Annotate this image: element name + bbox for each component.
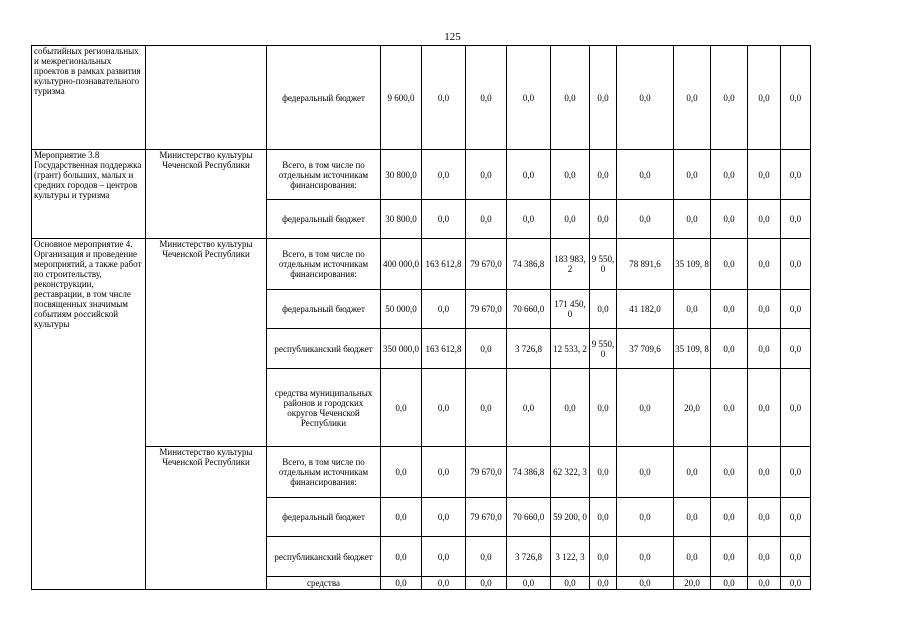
- funding-source-cell: федеральный бюджет: [267, 498, 381, 537]
- amount-cell: 37 709,6: [617, 329, 674, 369]
- amount-cell: 0,0: [590, 537, 617, 577]
- amount-cell: 0,0: [466, 537, 507, 577]
- amount-cell: 0,0: [551, 577, 590, 590]
- amount-cell: 0,0: [711, 447, 748, 498]
- amount-cell: 0,0: [590, 498, 617, 537]
- amount-cell: 0,0: [590, 46, 617, 150]
- amount-cell: 3 726,8: [507, 329, 551, 369]
- amount-cell: 0,0: [781, 447, 811, 498]
- table-row: [32, 447, 811, 498]
- amount-cell: 0,0: [422, 369, 466, 447]
- amount-cell: 20,0: [674, 369, 711, 447]
- amount-cell: 30 800,0: [381, 150, 422, 200]
- amount-cell: 0,0: [590, 369, 617, 447]
- amount-cell: 171 450, 0: [551, 290, 590, 329]
- amount-cell: 74 386,8: [507, 447, 551, 498]
- amount-cell: 0,0: [617, 447, 674, 498]
- amount-cell: 0,0: [674, 200, 711, 239]
- funding-source-cell: средства муниципальных районов и городских округов Чеченской Республики: [267, 369, 381, 447]
- amount-cell: 0,0: [422, 498, 466, 537]
- table-row: [32, 150, 811, 200]
- amount-cell: 0,0: [674, 537, 711, 577]
- amount-cell: 0,0: [711, 150, 748, 200]
- amount-cell: 0,0: [617, 577, 674, 590]
- amount-cell: 70 660,0: [507, 290, 551, 329]
- amount-cell: 0,0: [781, 537, 811, 577]
- amount-cell: 0,0: [674, 447, 711, 498]
- amount-cell: 0,0: [674, 498, 711, 537]
- amount-cell: 0,0: [381, 537, 422, 577]
- amount-cell: 79 670,0: [466, 447, 507, 498]
- amount-cell: 0,0: [590, 447, 617, 498]
- amount-cell: 0,0: [711, 537, 748, 577]
- amount-cell: 0,0: [507, 150, 551, 200]
- amount-cell: 0,0: [674, 290, 711, 329]
- amount-cell: 3 726,8: [507, 537, 551, 577]
- amount-cell: 0,0: [551, 369, 590, 447]
- amount-cell: 9 600,0: [381, 46, 422, 150]
- amount-cell: 79 670,0: [466, 498, 507, 537]
- amount-cell: 0,0: [590, 150, 617, 200]
- amount-cell: 20,0: [674, 577, 711, 590]
- funding-source-cell: республиканский бюджет: [267, 329, 381, 369]
- amount-cell: 0,0: [617, 46, 674, 150]
- amount-cell: 0,0: [617, 369, 674, 447]
- amount-cell: 0,0: [781, 46, 811, 150]
- amount-cell: 0,0: [590, 290, 617, 329]
- amount-cell: 0,0: [748, 537, 781, 577]
- amount-cell: 0,0: [711, 329, 748, 369]
- amount-cell: 35 109, 8: [674, 239, 711, 290]
- amount-cell: 0,0: [781, 290, 811, 329]
- amount-cell: 0,0: [711, 290, 748, 329]
- amount-cell: 50 000,0: [381, 290, 422, 329]
- amount-cell: 41 182,0: [617, 290, 674, 329]
- amount-cell: 0,0: [781, 329, 811, 369]
- amount-cell: 0,0: [711, 369, 748, 447]
- amount-cell: 0,0: [748, 498, 781, 537]
- amount-cell: 0,0: [617, 537, 674, 577]
- amount-cell: 0,0: [617, 150, 674, 200]
- page-number: 125: [444, 31, 461, 43]
- amount-cell: 0,0: [781, 498, 811, 537]
- amount-cell: 0,0: [422, 150, 466, 200]
- amount-cell: 0,0: [748, 46, 781, 150]
- amount-cell: 74 386,8: [507, 239, 551, 290]
- amount-cell: 183 983, 2: [551, 239, 590, 290]
- amount-cell: 0,0: [711, 239, 748, 290]
- amount-cell: 0,0: [422, 290, 466, 329]
- amount-cell: 0,0: [551, 150, 590, 200]
- event-name-cell: Мероприятие 3.8 Государственная поддержка (грант) больших, малых и средних городов – центров культуры и туризма: [32, 150, 146, 239]
- amount-cell: 0,0: [748, 329, 781, 369]
- amount-cell: 0,0: [748, 577, 781, 590]
- funding-source-cell: федеральный бюджет: [267, 200, 381, 239]
- amount-cell: 0,0: [781, 239, 811, 290]
- amount-cell: 0,0: [507, 577, 551, 590]
- amount-cell: 79 670,0: [466, 239, 507, 290]
- amount-cell: 0,0: [381, 577, 422, 590]
- amount-cell: 0,0: [781, 369, 811, 447]
- responsible-executor-cell: Министерство культуры Чеченской Республики: [146, 150, 267, 239]
- responsible-executor-cell: Министерство культуры Чеченской Республики: [146, 239, 267, 447]
- amount-cell: 0,0: [748, 150, 781, 200]
- amount-cell: 0,0: [422, 46, 466, 150]
- amount-cell: 0,0: [674, 46, 711, 150]
- amount-cell: 0,0: [466, 150, 507, 200]
- amount-cell: 0,0: [422, 577, 466, 590]
- amount-cell: 0,0: [422, 200, 466, 239]
- amount-cell: 0,0: [422, 537, 466, 577]
- amount-cell: 0,0: [507, 369, 551, 447]
- amount-cell: 0,0: [781, 150, 811, 200]
- table-row: [32, 239, 811, 290]
- amount-cell: 12 533, 2: [551, 329, 590, 369]
- amount-cell: 0,0: [711, 200, 748, 239]
- amount-cell: 0,0: [748, 369, 781, 447]
- event-name-cell: событийных региональных и межрегиональных проектов в рамках развития культурно-познавательного туризма: [32, 46, 146, 150]
- table-row: [32, 46, 811, 150]
- amount-cell: 0,0: [748, 239, 781, 290]
- responsible-executor-cell: Министерство культуры Чеченской Республики: [146, 447, 267, 590]
- funding-source-cell: Всего, в том числе по отдельным источникам финансирования:: [267, 447, 381, 498]
- amount-cell: 0,0: [466, 369, 507, 447]
- amount-cell: 0,0: [507, 46, 551, 150]
- amount-cell: 30 800,0: [381, 200, 422, 239]
- funding-source-cell: средства: [267, 577, 381, 590]
- amount-cell: 0,0: [711, 498, 748, 537]
- responsible-executor-cell: [146, 46, 267, 150]
- amount-cell: 0,0: [381, 369, 422, 447]
- amount-cell: 0,0: [781, 577, 811, 590]
- amount-cell: 0,0: [422, 447, 466, 498]
- amount-cell: 0,0: [781, 200, 811, 239]
- amount-cell: 78 891,6: [617, 239, 674, 290]
- amount-cell: 0,0: [381, 498, 422, 537]
- amount-cell: 0,0: [711, 46, 748, 150]
- amount-cell: 9 550, 0: [590, 239, 617, 290]
- funding-source-cell: Всего, в том числе по отдельным источникам финансирования:: [267, 150, 381, 200]
- amount-cell: 0,0: [466, 46, 507, 150]
- budget-table: [31, 45, 811, 590]
- amount-cell: 163 612,8: [422, 239, 466, 290]
- funding-source-cell: Всего, в том числе по отдельным источникам финансирования:: [267, 239, 381, 290]
- amount-cell: 0,0: [617, 498, 674, 537]
- amount-cell: 0,0: [466, 200, 507, 239]
- amount-cell: 0,0: [507, 200, 551, 239]
- amount-cell: 79 670,0: [466, 290, 507, 329]
- amount-cell: 62 322, 3: [551, 447, 590, 498]
- amount-cell: 3 122, 3: [551, 537, 590, 577]
- funding-source-cell: республиканский бюджет: [267, 537, 381, 577]
- amount-cell: 400 000,0: [381, 239, 422, 290]
- amount-cell: 0,0: [466, 577, 507, 590]
- amount-cell: 0,0: [466, 329, 507, 369]
- amount-cell: 0,0: [551, 200, 590, 239]
- amount-cell: 0,0: [748, 290, 781, 329]
- amount-cell: 0,0: [381, 447, 422, 498]
- amount-cell: 0,0: [674, 150, 711, 200]
- funding-source-cell: федеральный бюджет: [267, 46, 381, 150]
- amount-cell: 59 200, 0: [551, 498, 590, 537]
- amount-cell: 9 550, 0: [590, 329, 617, 369]
- amount-cell: 35 109, 8: [674, 329, 711, 369]
- amount-cell: 70 660,0: [507, 498, 551, 537]
- amount-cell: 163 612,8: [422, 329, 466, 369]
- amount-cell: 350 000,0: [381, 329, 422, 369]
- amount-cell: 0,0: [748, 447, 781, 498]
- funding-source-cell: федеральный бюджет: [267, 290, 381, 329]
- amount-cell: 0,0: [617, 200, 674, 239]
- amount-cell: 0,0: [590, 577, 617, 590]
- amount-cell: 0,0: [748, 200, 781, 239]
- amount-cell: 0,0: [590, 200, 617, 239]
- amount-cell: 0,0: [551, 46, 590, 150]
- amount-cell: 0,0: [711, 577, 748, 590]
- event-name-cell: Основное мероприятие 4. Организация и проведение мероприятий, а также работ по строительству, реконструкции, реставрации, в том числе посвященных значимым событиям российской культуры: [32, 239, 146, 590]
